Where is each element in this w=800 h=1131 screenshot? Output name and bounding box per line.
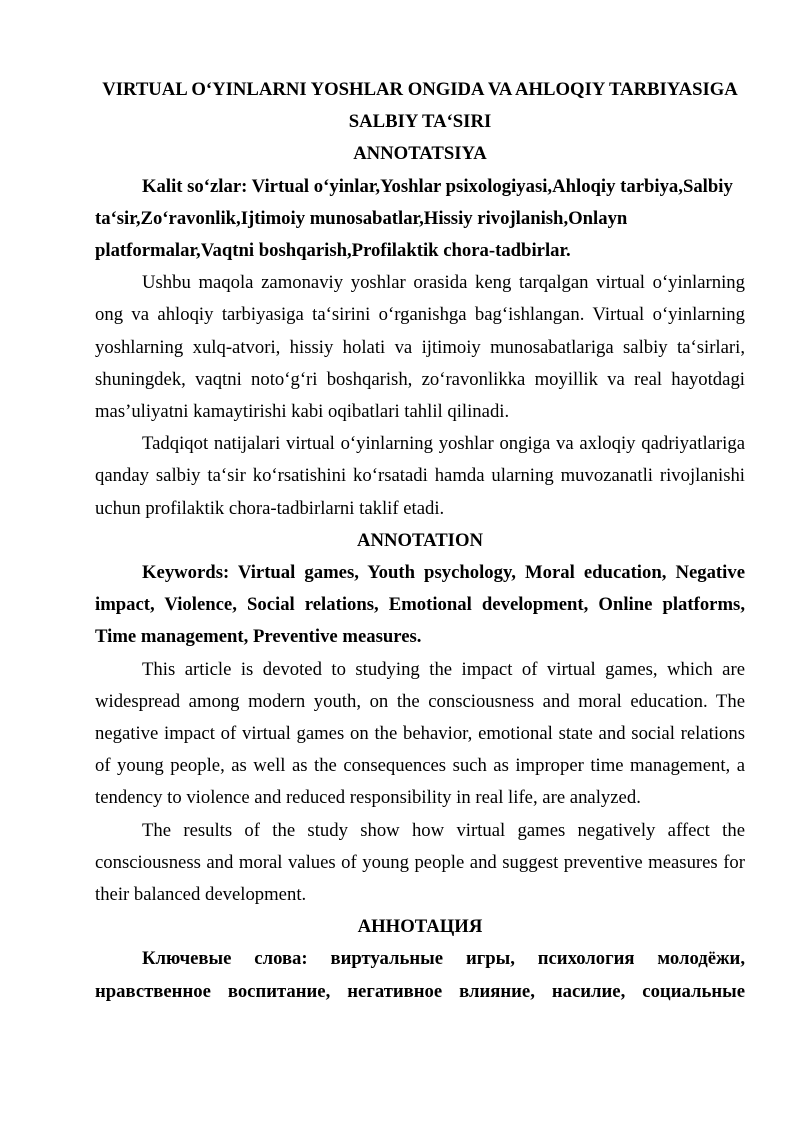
- keywords-paragraph-uz: Kalit so‘zlar: Virtual o‘yinlar,Yoshlar psixologiyasi,Ahloqiy tarbiya,Salbiy ta‘sir,Zo‘ravonlik,Ijtimoiy munosabatlar,Hissiy rivojlanish,Onlayn platformalar,Vaqtni boshqarish,Profilaktik chora-tadbirlar.: [95, 175, 733, 262]
- heading-annotatsiya-ru: АННОТАЦИЯ: [357, 916, 483, 938]
- abstract-paragraph-2-uz: Tadqiqot natijalari virtual o‘yinlarning yoshlar ongiga va axloqiy qadriyatlariga qanday salbiy ta‘sir ko‘rsatishini ko‘rsatadi hamda ularning muvozanatli rivojlanishi uchun profilaktik chora-tadbirlarni taklif etadi.: [95, 433, 745, 519]
- keywords-paragraph-ru: Ключевые слова: виртуальные игры, психология молодёжи, нравственное воспитание, негативное влияние, насилие, социальные: [95, 948, 745, 1002]
- heading-annotation-en: ANNOTATION: [357, 529, 483, 551]
- abstract-paragraph-1-en: This article is devoted to studying the impact of virtual games, which are widespread among modern youth, on the consciousness and moral education. The negative impact of virtual games on the behavior, emotional state and social relations of young people, as well as the consequences such as improper time management, a tendency to violence and reduced responsibility in real life, are analyzed.: [95, 658, 745, 809]
- abstract-paragraph-1-uz: Ushbu maqola zamonaviy yoshlar orasida keng tarqalgan virtual o‘yinlarning ong va ahloqiy tarbiyasiga ta‘sirini o‘rganishga bag‘ishlangan. Virtual o‘yinlarning yoshlarning xulq-atvori, hissiy holati va ijtimoiy munosabatlariga salbiy ta‘sirlari, shuningdek, vaqtni noto‘g‘ri boshqarish, zo‘ravonlikka moyillik va real hayotdagi mas’uliyatni kamaytirishi kabi oqibatlari tahlil qilinadi.: [95, 272, 745, 423]
- document-title: VIRTUAL O‘YINLARNI YOSHLAR ONGIDA VA AHLOQIY TARBIYASIGA SALBIY TA‘SIRI: [102, 79, 738, 133]
- heading-annotatsiya-uz: ANNOTATSIYA: [353, 143, 487, 165]
- keywords-paragraph-en: Keywords: Virtual games, Youth psychology, Moral education, Negative impact, Violence, Social relations, Emotional development, Online platforms, Time management, Preventive measures.: [95, 562, 745, 648]
- abstract-paragraph-2-en: The results of the study show how virtual games negatively affect the consciousness and moral values of young people and suggest preventive measures for their balanced development.: [95, 819, 745, 906]
